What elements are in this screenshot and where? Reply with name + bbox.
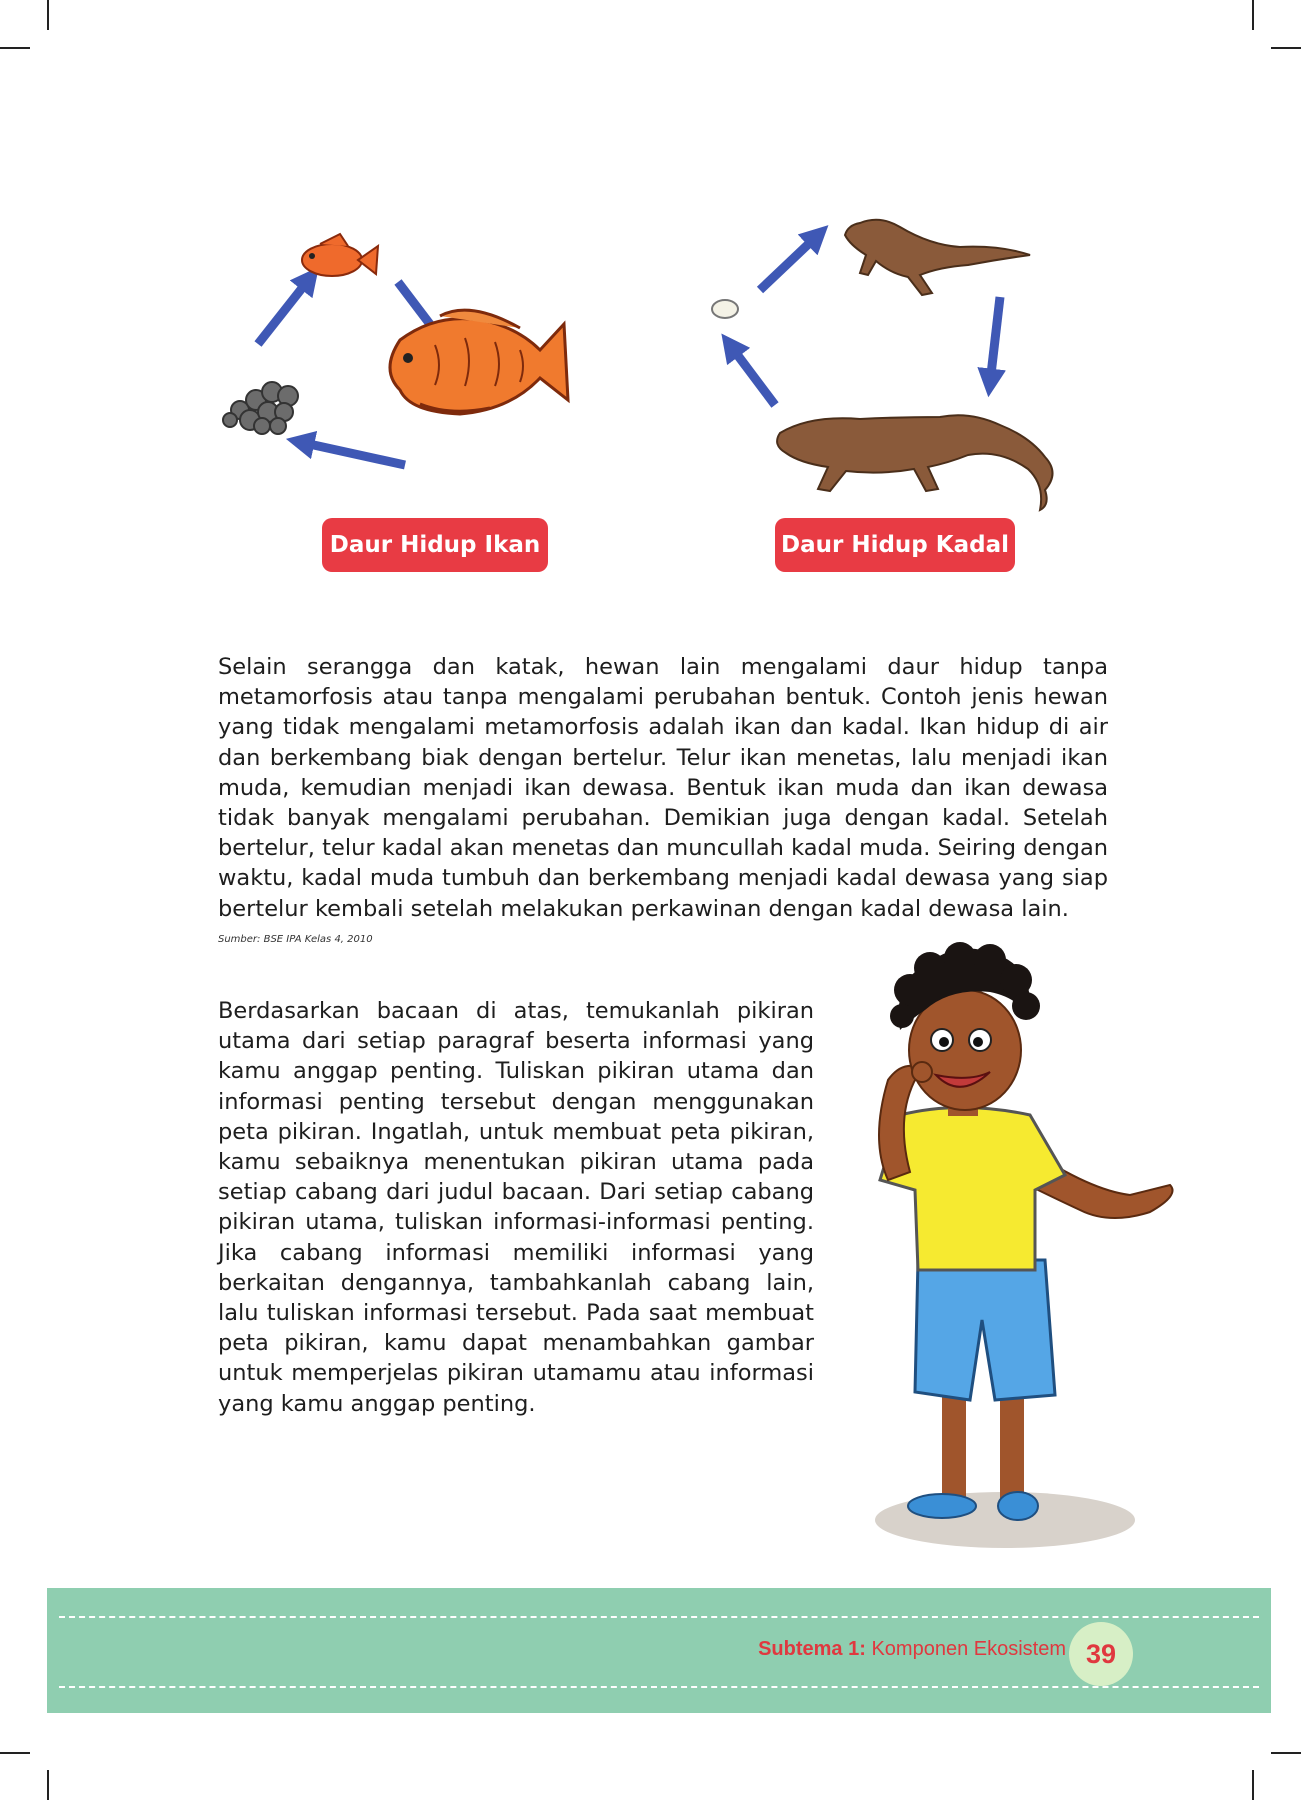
crop-mark <box>47 1770 49 1800</box>
young-fish <box>302 234 378 276</box>
cycle-arrow <box>760 235 818 290</box>
source-citation: Sumber: BSE IPA Kelas 4, 2010 <box>218 934 373 945</box>
fish-cycle-label: Daur Hidup Ikan <box>322 518 548 572</box>
footer-dashed-line <box>59 1686 1259 1688</box>
crop-mark <box>47 0 49 30</box>
cycle-arrow <box>300 442 405 465</box>
footer-subtheme <box>758 1638 1066 1661</box>
footer-subtheme-label: Subtema 1: <box>758 1638 866 1660</box>
fish-life-cycle-illustration <box>220 220 650 490</box>
young-lizard <box>845 220 1030 295</box>
lizard-life-cycle-illustration <box>700 205 1100 515</box>
footer-subtheme-title: Komponen Ekosistem <box>871 1638 1066 1660</box>
cycle-arrow <box>730 345 775 405</box>
crop-mark <box>1271 1752 1301 1754</box>
cycle-arrow <box>990 297 1000 383</box>
page-number: 39 <box>1069 1622 1133 1686</box>
adult-fish <box>390 310 568 414</box>
lizard-cycle-label: Daur Hidup Kadal <box>775 518 1015 572</box>
lizard-egg <box>712 300 738 318</box>
crop-mark <box>0 1752 30 1754</box>
cycle-arrow <box>258 278 310 344</box>
fish-eggs <box>223 382 298 434</box>
crop-mark <box>1252 0 1254 30</box>
paragraph-instructions: Berdasarkan bacaan di atas, temukanlah pikiran utama dari setiap paragraf beserta informasi yang kamu anggap penting. Tuliskan pikiran utama dan informasi penting tersebut dengan menggunakan peta pikiran. Ingatlah, untuk membuat peta pikiran, kamu sebaiknya menentukan pikiran utama pada setiap cabang dari judul bacaan. Dari setiap cabang pikiran utama, tuliskan informasi-informasi penting. Jika cabang informasi memiliki informasi yang berkaitan dengannya, tambahkanlah cabang lain, lalu tuliskan informasi tersebut. Pada saat membuat peta pikiran, kamu dapat menambahkan gambar untuk memperjelas pikiran utamamu atau informasi yang kamu anggap penting. <box>218 998 814 1417</box>
footer-dashed-line <box>59 1616 1259 1618</box>
adult-lizard <box>777 415 1052 510</box>
crop-mark <box>1271 47 1301 49</box>
boy-illustration <box>830 940 1180 1550</box>
crop-mark <box>1252 1770 1254 1800</box>
crop-mark <box>0 47 30 49</box>
paragraph-life-cycle: Selain serangga dan katak, hewan lain mengalami daur hidup tanpa metamorfosis atau tanpa mengalami perubahan bentuk. Contoh jenis hewan yang tidak mengalami metamorfosis adalah ikan dan kadal. Ikan hidup di air dan berkembang biak dengan bertelur. Telur ikan menetas, lalu menjadi ikan muda, kemudian menjadi ikan dewasa. Bentuk ikan muda dan ikan dewasa tidak banyak mengalami perubahan. Demikian juga dengan kadal. Setelah bertelur, telur kadal akan menetas dan muncullah kadal muda. Seiring dengan waktu, kadal muda tumbuh dan berkembang menjadi kadal dewasa yang siap bertelur kembali setelah melakukan perkawinan dengan kadal dewasa lain. <box>218 654 1108 922</box>
